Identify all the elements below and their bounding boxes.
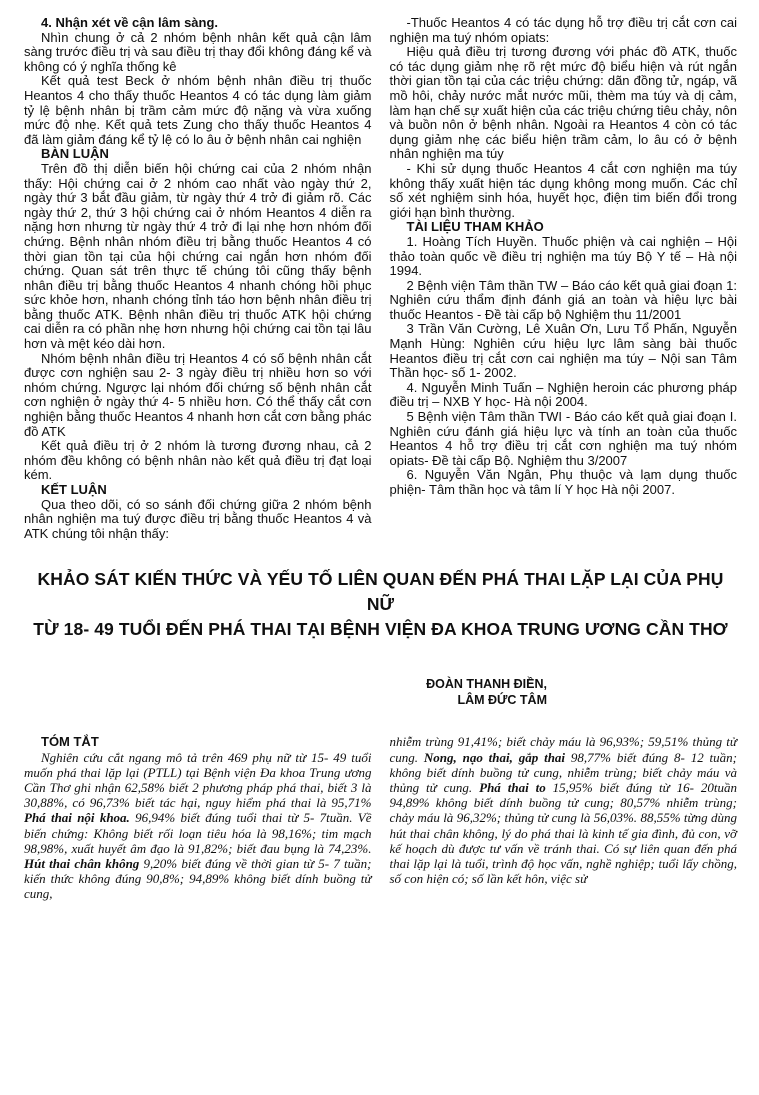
section-heading-ket-luan: KẾT LUẬN	[41, 482, 107, 497]
reference-item: 6. Nguyễn Văn Ngân, Phụ thuộc và lạm dụng thuốc phiện- Tâm thần học và tâm lí Y học Hà nội 2007.	[389, 467, 737, 497]
article2-title	[24, 567, 737, 642]
reference-item: 4. Nguyễn Minh Tuấn – Nghiện heroin các phương pháp điều trị – NXB Y học- Hà nội 2004.	[389, 379, 737, 410]
paragraph: -Thuốc Heantos 4 có tác dụng hỗ trợ điều trị cắt cơn cai nghiện ma tuý nhóm opiats:	[389, 15, 737, 45]
paragraph: - Khi sử dụng thuốc Heantos 4 cắt cơn nghiện ma túy không thấy xuất hiện tác dụng không mong muốn. Các chỉ số xét nghiệm sinh hóa, huyết học, điện tim biến đổi trong giới hạn bình thường.	[389, 160, 737, 220]
abstract-right-column	[390, 734, 738, 901]
article2-title-line1: KHẢO SÁT KIẾN THỨC VÀ YẾU TỐ LIÊN QUAN ĐẾN PHÁ THAI LẶP LẠI CỦA PHỤ NỮ	[37, 569, 724, 615]
article1	[24, 16, 737, 541]
author-line: LÂM ĐỨC TÂM	[457, 693, 547, 708]
abstract-heading: TÓM TẮT	[41, 734, 99, 750]
article2-authors	[24, 676, 737, 708]
section-heading-ban-luan: BÀN LUẬN	[41, 146, 109, 162]
article2-abstract	[24, 734, 737, 901]
abstract-left-text: Nghiên cứu cắt ngang mô tả trên 469 phụ nữ từ 15- 49 tuổi muốn phá thai lặp lại (PTLL) tại Bệnh viện Đa khoa Trung ương Cần Thơ ghi nhận 62,58% biết 2 phương pháp phá thai, biết 3 là 30,88%, có 96,73% biết tác hại, nguy hiểm phá thai là 95,71% Phá thai nội khoa. 96,94% biết đúng tuổi thai từ 5- 7tuần. Về biến chứng: Không biết rối loạn tiêu hóa là 98,16%; tim mạch 98,98%, xuất huyết âm đạo là 91,82%; biết đau bụng là 74,23%. Hút thai chân không 9,20% biết đúng về thời gian từ 5- 7 tuần; kiến thức không đúng 90,8%; 94,89% không biết dính buồng tử cung,	[24, 749, 372, 902]
paragraph: Trên đồ thị diễn biến hội chứng cai của 2 nhóm nhận thấy: Hội chứng cai ở 2 nhóm cao nhất vào ngày thứ 2, ngày thứ 3 bắt đầu giảm, từ ngày thứ 4 trở đi giảm rõ. Các ngày thứ 2, thứ 3 hội chứng cai ở nhóm Heantos 4 diễn ra nặng hơn nhưng từ ngày thứ 4 trở đi lại nhẹ hơn nhóm đối chứng. Bệnh nhân nhóm điều trị bằng thuốc Heantos 4 có thời gian tồn tại của hội chứng cai ngắn hơn nhóm đối chứng. Quan sát trên thực tế chúng tôi cũng thấy bệnh nhân điều trị bằng thuốc Heantos 4 nhanh chóng hồi phục sức khỏe hơn, nhanh chóng tỉnh táo hơn bệnh nhân điều trị bằng thuốc ATK. Bệnh nhân điều trị thuốc ATK hội chứng cai diễn ra có phần nhẹ hơn nhưng hội chứng cai tồn tại lâu hơn và mệt kéo dài hơn.	[24, 160, 372, 352]
abstract-left-column	[24, 734, 372, 901]
paragraph: Kết quả test Beck ở nhóm bệnh nhân điều trị thuốc Heantos 4 cho thấy thuốc Heantos 4 có tác dụng làm giảm tỷ lệ bệnh nhân bị trầm cảm mức độ nặng và vừa xuống mức độ nhẹ. Kết quả tets Zung cho thấy thuốc Heantos 4 đã làm giảm đáng kể tỷ lệ có lo âu ở bệnh nhân cai nghiện	[24, 73, 372, 147]
section-heading-nhan-xet: 4. Nhận xét về cận lâm sàng.	[41, 15, 219, 30]
article1-left-column	[24, 16, 372, 541]
abstract-right-text: nhiễm trùng 91,41%; biết chảy máu là 96,93%; 59,51% thủng tử cung. Nong, nạo thai, gắp thai 98,77% biết đúng 8- 12 tuần; không biết dính buồng tử cung, nhiễm trùng; biết chảy máu và thủng tử cung. Phá thai to 15,95% biết đúng từ 16- 20tuần 94,89% không biết dính buồng tử cung; 80,57% nhiễm trùng; chảy máu là 96,32%; thủng tử cung là 56,03%. 88,55% từng dùng hút thai chân không, lý do phá thai là kinh tế gia đình, đủ con, vỡ kế hoạch dù được tư vấn về tránh thai. Có sự liên quan đến phá thai lặp lại là tuổi, trình độ học vấn, nghề nghiệp; tuổi lấy chồng, số con hiện có; số lần kết hôn, việc sử	[389, 734, 737, 887]
paragraph: Qua theo dõi, có so sánh đối chứng giữa 2 nhóm bệnh nhân nghiện ma tuý được điều trị bằng thuốc Heantos 4 và ATK chúng tôi nhận thấy:	[24, 496, 372, 541]
article2-title-line2: TỪ 18- 49 TUỔI ĐẾN PHÁ THAI TẠI BỆNH VIỆN ĐA KHOA TRUNG ƯƠNG CẦN THƠ	[33, 619, 728, 640]
paragraph: Hiệu quả điều trị tương đương với phác đồ ATK, thuốc có tác dụng giảm nhẹ rõ rệt mức độ biểu hiện và rút ngắn thời gian tồn tại của các triệu chứng: dãn đồng tử, ngáp, vã mồ hôi, chảy nước mắt nước mũi, thèm ma túy và dị cảm, làm hạn chế sự xuất hiện của các triệu chứng tiêu chảy, nôn và buồn nôn ở bệnh nhân. Ngoài ra Heantos 4 còn có tác dụng giảm nhẹ các biểu hiện trầm cảm, lo âu có ở bệnh nhân nghiện ma túy	[389, 44, 737, 162]
author-line: ĐOÀN THANH ĐIỀN,	[426, 677, 547, 692]
section-heading-tai-lieu-tham-khao: TÀI LIỆU THAM KHẢO	[406, 219, 544, 235]
reference-item: 3 Trần Văn Cường, Lê Xuân Ơn, Lưu Tổ Phấn, Nguyễn Mạnh Hùng: Nghiên cứu hiệu lực lâm sàng bài thuốc Heantos điều trị cắt cơn cai nghiện ma túy – Nội san Tâm Thần học- số 1- 2002.	[389, 321, 737, 381]
reference-item: 1. Hoàng Tích Huyền. Thuốc phiện và cai nghiện – Hội thảo toàn quốc về điều trị nghiện ma túy Bộ Y tế – Hà nội 1994.	[389, 233, 737, 279]
article1-right-column	[390, 16, 738, 541]
reference-item: 5 Bệnh viện Tâm thần TWI - Báo cáo kết quả giai đoạn I. Nghiên cứu đánh giá hiệu lực và tính an toàn của thuốc Heantos 4 hỗ trợ điều trị cắt cơn nghiện ma tuý nhóm opiats- Đề tài cấp Bộ. Nghiệm thu 3/2007	[389, 409, 737, 468]
paragraph: Nhìn chung ở cả 2 nhóm bệnh nhân kết quả cận lâm sàng trước điều trị và sau điều trị thay đổi không đáng kể và không có ý nghĩa thống kê	[24, 29, 372, 74]
paragraph: Nhóm bệnh nhân điều trị Heantos 4 có số bệnh nhân cắt được cơn nghiện sau 2- 3 ngày điều trị nhiều hơn so với nhóm chứng. Ngược lại nhóm đối chứng số bệnh nhân cắt cơn nghiện ở ngày thứ 4- 5 nhiều hơn. Có thể thấy cắt cơn nghiện bằng thuốc Heantos 4 nhanh hơn cắt cơn bằng phác đồ ATK	[24, 350, 372, 439]
reference-item: 2 Bệnh viện Tâm thần TW – Báo cáo kết quả giai đoạn 1: Nghiên cứu thẩm định đánh giá an toàn và hiệu lực bài thuốc Heantos - Đề tài cấp bộ Nghiệm thu 11/2001	[389, 277, 737, 322]
paragraph: Kết quả điều trị ở 2 nhóm là tương đương nhau, cả 2 nhóm đều không có bệnh nhân nào kết quả điều trị đạt loại kém.	[24, 438, 372, 483]
